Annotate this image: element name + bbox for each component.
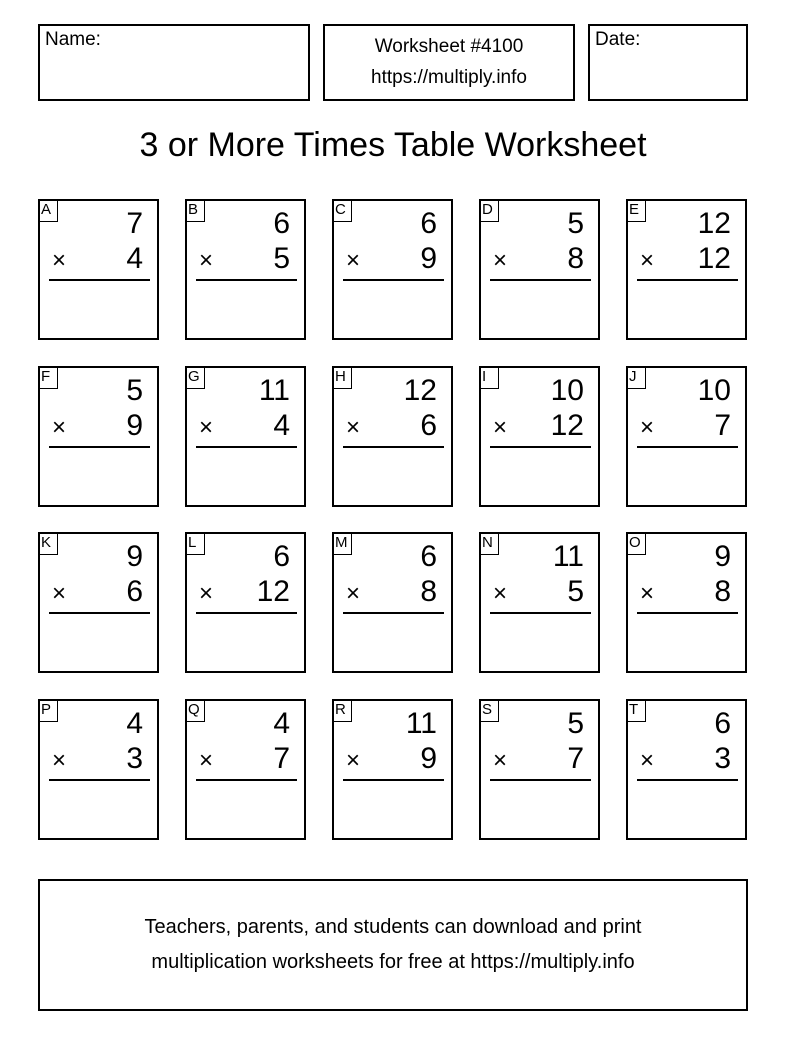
times-sign: ×	[640, 414, 655, 441]
problem-b	[185, 199, 306, 340]
multiplicand: 11	[258, 374, 290, 407]
problem-letter: F	[38, 366, 58, 389]
page-title: 3 or More Times Table Worksheet	[139, 126, 647, 164]
answer-line	[49, 779, 150, 781]
multiplier: 8	[714, 575, 731, 608]
problem-j	[626, 366, 747, 507]
multiplier: 12	[697, 242, 731, 275]
problem-s	[479, 699, 600, 840]
problem-letter: D	[479, 199, 499, 222]
times-sign: ×	[640, 580, 655, 607]
times-sign: ×	[640, 747, 655, 774]
problem-letter: C	[332, 199, 352, 222]
answer-line	[196, 612, 297, 614]
times-sign: ×	[493, 247, 508, 274]
problem-letter: A	[38, 199, 58, 222]
problem-h	[332, 366, 453, 507]
problem-letter: L	[185, 532, 205, 555]
problem-k	[38, 532, 159, 673]
times-sign: ×	[346, 580, 361, 607]
times-sign: ×	[493, 747, 508, 774]
problem-letter: R	[332, 699, 352, 722]
problem-letter: J	[626, 366, 646, 389]
multiplier: 9	[126, 409, 143, 442]
answer-line	[637, 279, 738, 281]
answer-line	[49, 612, 150, 614]
answer-line	[49, 446, 150, 448]
multiplier: 12	[550, 409, 584, 442]
worksheet-number: Worksheet #4100	[374, 36, 524, 57]
problem-p	[38, 699, 159, 840]
multiplicand: 11	[405, 707, 437, 740]
multiplier: 5	[273, 242, 290, 275]
multiplicand: 6	[273, 207, 290, 240]
problem-l	[185, 532, 306, 673]
answer-line	[343, 779, 444, 781]
problem-letter: E	[626, 199, 646, 222]
answer-line	[196, 779, 297, 781]
worksheet-info-box	[323, 24, 575, 101]
multiplicand: 6	[273, 540, 290, 573]
times-sign: ×	[199, 747, 214, 774]
problem-g	[185, 366, 306, 507]
answer-line	[490, 279, 591, 281]
answer-line	[196, 279, 297, 281]
problem-e	[626, 199, 747, 340]
date-field[interactable]	[588, 24, 748, 101]
times-sign: ×	[346, 414, 361, 441]
answer-line	[637, 779, 738, 781]
multiplicand: 4	[126, 707, 143, 740]
multiplier: 5	[567, 575, 584, 608]
times-sign: ×	[199, 247, 214, 274]
multiplier: 7	[567, 742, 584, 775]
footer-line-1: Teachers, parents, and students can download and print	[144, 916, 642, 938]
answer-line	[49, 279, 150, 281]
footer-box	[38, 879, 748, 1011]
multiplier: 9	[420, 742, 437, 775]
multiplicand: 7	[126, 207, 143, 240]
multiplicand: 10	[550, 374, 584, 407]
multiplier: 3	[126, 742, 143, 775]
problem-letter: I	[479, 366, 499, 389]
problem-letter: K	[38, 532, 58, 555]
multiplier: 4	[126, 242, 143, 275]
answer-line	[343, 612, 444, 614]
multiplicand: 5	[126, 374, 143, 407]
multiplier: 8	[420, 575, 437, 608]
times-sign: ×	[199, 414, 214, 441]
answer-line	[196, 446, 297, 448]
times-sign: ×	[493, 414, 508, 441]
name-field[interactable]	[38, 24, 310, 101]
times-sign: ×	[52, 580, 67, 607]
answer-line	[343, 446, 444, 448]
times-sign: ×	[52, 414, 67, 441]
multiplier: 8	[567, 242, 584, 275]
multiplicand: 4	[273, 707, 290, 740]
multiplier: 7	[273, 742, 290, 775]
answer-line	[490, 446, 591, 448]
multiplicand: 9	[126, 540, 143, 573]
multiplier: 9	[420, 242, 437, 275]
multiplicand: 6	[714, 707, 731, 740]
date-label: Date:	[595, 29, 641, 50]
problem-letter: Q	[185, 699, 205, 722]
problem-a	[38, 199, 159, 340]
problem-c	[332, 199, 453, 340]
multiplier: 3	[714, 742, 731, 775]
problem-i	[479, 366, 600, 507]
multiplier: 6	[126, 575, 143, 608]
multiplier: 7	[714, 409, 731, 442]
problem-letter: N	[479, 532, 499, 555]
problem-t	[626, 699, 747, 840]
problem-letter: O	[626, 532, 646, 555]
problem-n	[479, 532, 600, 673]
problem-letter: B	[185, 199, 205, 222]
times-sign: ×	[199, 580, 214, 607]
problem-letter: P	[38, 699, 58, 722]
problem-letter: T	[626, 699, 646, 722]
multiplier: 6	[420, 409, 437, 442]
multiplicand: 5	[567, 707, 584, 740]
problem-letter: H	[332, 366, 352, 389]
multiplier: 12	[256, 575, 290, 608]
problem-letter: G	[185, 366, 205, 389]
times-sign: ×	[52, 247, 67, 274]
answer-line	[490, 612, 591, 614]
footer-line-2: multiplication worksheets for free at https://multiply.info	[151, 951, 635, 973]
times-sign: ×	[493, 580, 508, 607]
multiplicand: 10	[697, 374, 731, 407]
answer-line	[490, 779, 591, 781]
worksheet-url[interactable]: https://multiply.info	[371, 67, 527, 88]
multiplicand: 6	[420, 540, 437, 573]
problem-letter: S	[479, 699, 499, 722]
name-label: Name:	[45, 29, 101, 50]
problem-q	[185, 699, 306, 840]
answer-line	[637, 612, 738, 614]
answer-line	[343, 279, 444, 281]
multiplicand: 5	[567, 207, 584, 240]
problem-m	[332, 532, 453, 673]
problem-letter: M	[332, 532, 352, 555]
multiplicand: 11	[552, 540, 584, 573]
multiplicand: 6	[420, 207, 437, 240]
problem-d	[479, 199, 600, 340]
problem-r	[332, 699, 453, 840]
times-sign: ×	[640, 247, 655, 274]
times-sign: ×	[346, 747, 361, 774]
times-sign: ×	[346, 247, 361, 274]
answer-line	[637, 446, 738, 448]
multiplicand: 9	[714, 540, 731, 573]
multiplicand: 12	[697, 207, 731, 240]
times-sign: ×	[52, 747, 67, 774]
multiplier: 4	[273, 409, 290, 442]
problem-f	[38, 366, 159, 507]
multiplicand: 12	[403, 374, 437, 407]
problem-o	[626, 532, 747, 673]
